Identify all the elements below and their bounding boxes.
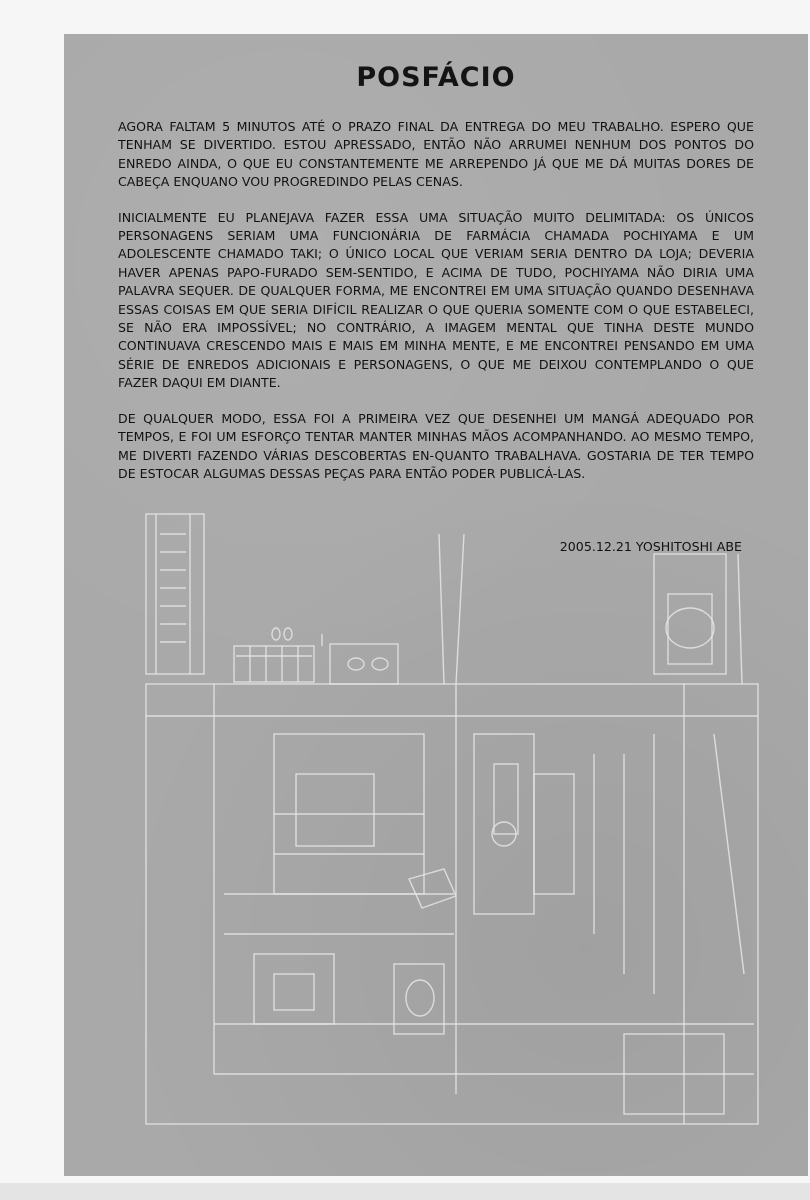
afterword-panel xyxy=(64,34,808,1176)
paragraph: INICIALMENTE EU PLANEJAVA FAZER ESSA UMA SITUAÇÃO MUITO DELIMITADA: OS ÚNICOS PERSONAGENS SERIAM UMA FUNCIONÁRIA DE FARMÁCIA CHAMADA POCHIYAMA E UM ADOLESCENTE CHAMADO TAKI; O ÚNICO LOCAL QUE VERIAM SERIA DENTRO DA LOJA; DEVERIA HAVER APENAS PAPO-FURADO SEM-SENTIDO, E ACIMA DE TUDO, POCHIYAMA NÃO DIRIA UMA PALAVRA SEQUER. DE QUALQUER FORMA, ME ENCONTREI EM UMA SITUAÇÃO QUANDO DESENHAVA ESSAS COISAS EM QUE SERIA DIFÍCIL REALIZAR O QUE QUERIA SOMENTE COM O QUE ESTABELECI, SE NÃO ERA IMPOSSÍVEL; NO CONTRÁRIO, A IMAGEM MENTAL QUE TINHA DESTE MUNDO CONTINUAVA CRESCENDO MAIS E MAIS EM MINHA MENTE, E ME ENCONTREI PENSANDO EM UMA SÉRIE DE ENREDOS ADICIONAIS E PERSONAGENS, O QUE ME DEIXOU CONTEMPLANDO O QUE FAZER DAQUI EM DIANTE. xyxy=(118,209,754,391)
afterword-body xyxy=(118,118,754,500)
paragraph: DE QUALQUER MODO, ESSA FOI A PRIMEIRA VEZ QUE DESENHEI UM MANGÁ ADEQUADO POR TEMPOS, E FOI UM ESFORÇO TENTAR MANTER MINHAS MÃOS ACOMPANHANDO. AO MESMO TEMPO, ME DIVERTI FAZENDO VÁRIAS DESCOBERTAS EN-QUANTO TRABALHAVA. GOSTARIA DE TER TEMPO DE ESTOCAR ALGUMAS DESSAS PEÇAS PARA ENTÃO PODER PUBLICÁ-LAS. xyxy=(118,410,754,481)
signature-date: 2005.12.21 YOSHITOSHI ABE xyxy=(559,539,742,554)
page-title: POSFÁCIO xyxy=(356,62,516,93)
paragraph: AGORA FALTAM 5 MINUTOS ATÉ O PRAZO FINAL DA ENTREGA DO MEU TRABALHO. ESPERO QUE TENHAM SE DIVERTIDO. ESTOU APRESSADO, ENTÃO NÃO ARRUMEI NENHUM DOS PONTOS DO ENREDO AINDA, O QUE EU CONSTANTEMENTE ME ARREPENDO JÁ QUE ME DÁ MUITAS DORES DE CABEÇA ENQUANO VOU PROGREDINDO PELAS CENAS. xyxy=(118,119,754,190)
page-bottom-margin xyxy=(0,1183,810,1200)
